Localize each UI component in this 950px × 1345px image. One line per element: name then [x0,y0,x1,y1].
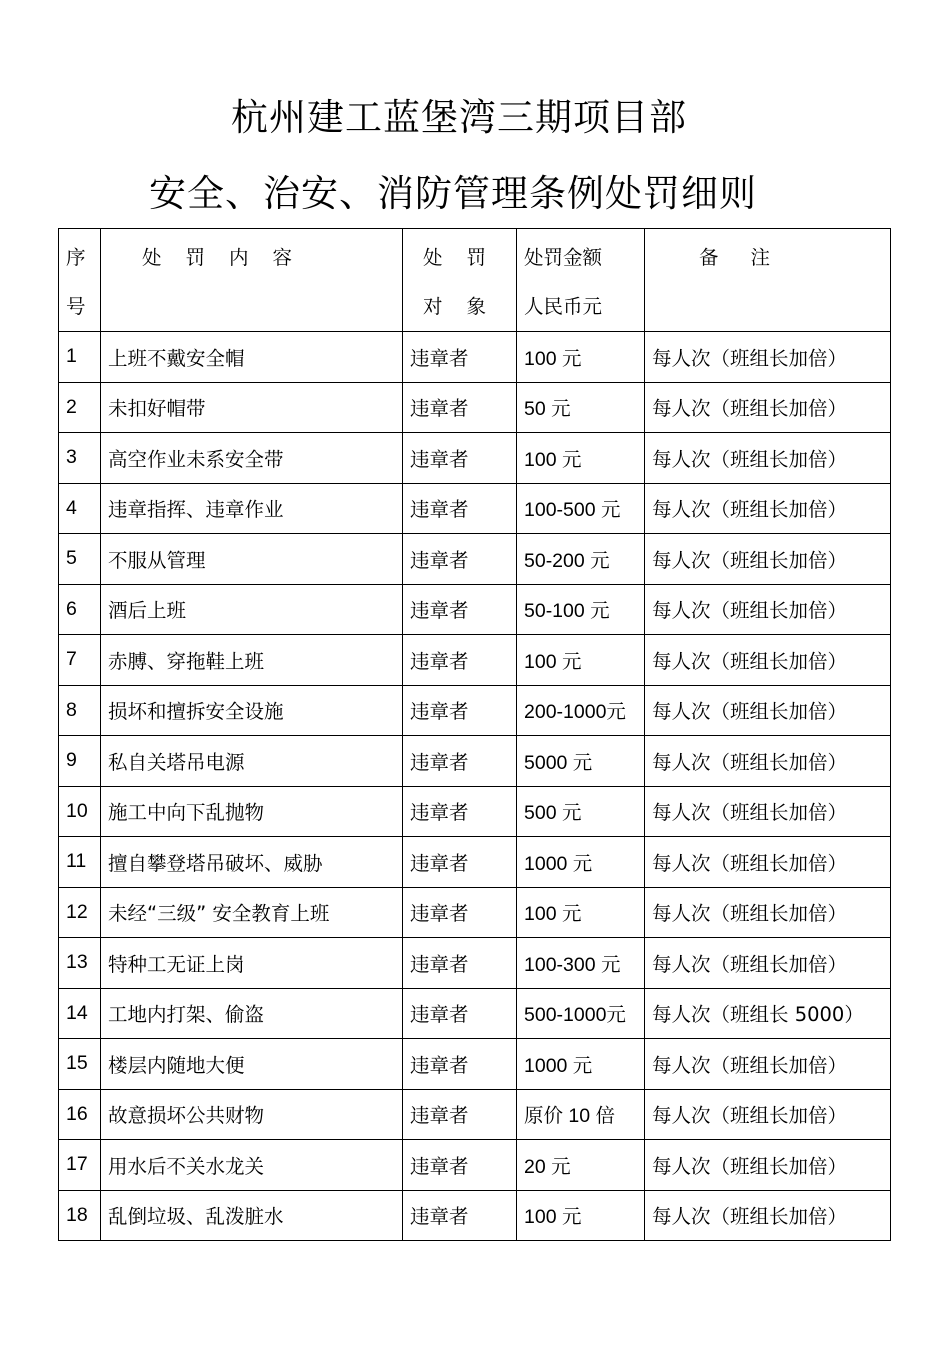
row-amount: 50-100 元 [517,584,645,635]
row-content: 损坏和擅拆安全设施 [101,685,403,736]
row-number: 15 [59,1039,101,1090]
row-target: 违章者 [403,988,517,1039]
row-note: 每人次（班组长加倍） [645,1140,891,1191]
row-number: 7 [59,635,101,686]
table-row [59,685,891,736]
row-amount: 500 元 [517,786,645,837]
row-number: 12 [59,887,101,938]
row-number: 16 [59,1089,101,1140]
row-target: 违章者 [403,887,517,938]
row-target: 违章者 [403,635,517,686]
row-number: 8 [59,685,101,736]
row-note: 每人次（班组长加倍） [645,584,891,635]
row-number: 14 [59,988,101,1039]
header-amount-top: 处罚金额 [524,246,603,269]
row-content: 未扣好帽带 [101,382,403,433]
row-note: 每人次（班组长加倍） [645,1039,891,1090]
table-row [59,887,891,938]
header-content [101,229,403,332]
row-number: 11 [59,837,101,888]
table-row [59,534,891,585]
row-note: 每人次（班组长加倍） [645,786,891,837]
row-content: 擅自攀登塔吊破坏、威胁 [101,837,403,888]
row-note: 每人次（班组长加倍） [645,382,891,433]
row-target: 违章者 [403,1140,517,1191]
row-number: 17 [59,1140,101,1191]
row-target: 违章者 [403,534,517,585]
row-target: 违章者 [403,1089,517,1140]
row-content: 违章指挥、违章作业 [101,483,403,534]
row-target: 违章者 [403,1190,517,1241]
row-content: 故意损坏公共财物 [101,1089,403,1140]
row-note: 每人次（班组长加倍） [645,736,891,787]
row-number: 13 [59,938,101,989]
row-target: 违章者 [403,736,517,787]
table-row [59,433,891,484]
row-note: 每人次（班组长加倍） [645,635,891,686]
row-number: 5 [59,534,101,585]
row-content: 楼层内随地大便 [101,1039,403,1090]
header-target-top: 处罚 [423,246,511,269]
row-content: 施工中向下乱抛物 [101,786,403,837]
table-row [59,1190,891,1241]
header-note-label: 备注 [699,246,803,269]
row-note: 每人次（班组长加倍） [645,938,891,989]
row-target: 违章者 [403,433,517,484]
header-seq [59,229,101,332]
row-content: 特种工无证上岗 [101,938,403,989]
document-subtitle: 安全、治安、消防管理条例处罚细则 [149,172,757,215]
row-number: 1 [59,332,101,383]
row-number: 10 [59,786,101,837]
table-row [59,584,891,635]
row-target: 违章者 [403,786,517,837]
row-target: 违章者 [403,483,517,534]
row-target: 违章者 [403,332,517,383]
row-content: 赤膊、穿拖鞋上班 [101,635,403,686]
row-number: 3 [59,433,101,484]
row-amount: 5000 元 [517,736,645,787]
row-amount: 100 元 [517,1190,645,1241]
row-amount: 1000 元 [517,837,645,888]
row-note: 每人次（班组长加倍） [645,534,891,585]
row-amount: 50-200 元 [517,534,645,585]
row-target: 违章者 [403,584,517,635]
row-note: 每人次（班组长加倍） [645,433,891,484]
header-amount [517,229,645,332]
row-amount: 500-1000元 [517,988,645,1039]
table-row [59,332,891,383]
row-content: 私自关塔吊电源 [101,736,403,787]
row-number: 18 [59,1190,101,1241]
header-content-label: 处罚内容 [142,246,317,269]
penalty-table [58,228,891,1241]
row-target: 违章者 [403,1039,517,1090]
header-target [403,229,517,332]
table-header-row [59,229,891,332]
row-content: 高空作业未系安全带 [101,433,403,484]
row-amount: 100 元 [517,635,645,686]
table-row [59,483,891,534]
row-content: 未经“三级” 安全教育上班 [101,887,403,938]
row-amount: 100 元 [517,332,645,383]
table-row [59,1089,891,1140]
row-content: 乱倒垃圾、乱泼脏水 [101,1190,403,1241]
row-note: 每人次（班组长加倍） [645,1089,891,1140]
row-content: 工地内打架、偷盗 [101,988,403,1039]
row-amount: 1000 元 [517,1039,645,1090]
row-content: 酒后上班 [101,584,403,635]
row-content: 上班不戴安全帽 [101,332,403,383]
row-note: 每人次（班组长加倍） [645,332,891,383]
table-row [59,382,891,433]
row-amount: 100 元 [517,887,645,938]
row-note: 每人次（班组长加倍） [645,837,891,888]
row-target: 违章者 [403,382,517,433]
row-amount: 50 元 [517,382,645,433]
row-amount: 20 元 [517,1140,645,1191]
row-target: 违章者 [403,938,517,989]
header-note [645,229,891,332]
table-row [59,837,891,888]
row-content: 用水后不关水龙关 [101,1140,403,1191]
row-number: 4 [59,483,101,534]
table-row [59,736,891,787]
row-note: 每人次（班组长加倍） [645,483,891,534]
row-amount: 100 元 [517,433,645,484]
table-row [59,938,891,989]
row-amount: 原价 10 倍 [517,1089,645,1140]
header-seq-top: 序 [66,246,86,269]
table-row [59,1140,891,1191]
row-note: 每人次（班组长 5000） [645,988,891,1039]
row-note: 每人次（班组长加倍） [645,685,891,736]
row-note: 每人次（班组长加倍） [645,1190,891,1241]
row-target: 违章者 [403,837,517,888]
row-number: 6 [59,584,101,635]
row-amount: 100-300 元 [517,938,645,989]
row-content: 不服从管理 [101,534,403,585]
header-seq-bottom: 号 [66,295,86,318]
table-row [59,635,891,686]
table-row [59,786,891,837]
document-title: 杭州建工蓝堡湾三期项目部 [231,96,687,139]
header-target-bottom: 对象 [423,295,511,318]
header-amount-bottom: 人民币元 [524,295,603,318]
row-amount: 100-500 元 [517,483,645,534]
row-number: 9 [59,736,101,787]
row-target: 违章者 [403,685,517,736]
row-amount: 200-1000元 [517,685,645,736]
row-note: 每人次（班组长加倍） [645,887,891,938]
table-row [59,1039,891,1090]
row-number: 2 [59,382,101,433]
table-row [59,988,891,1039]
